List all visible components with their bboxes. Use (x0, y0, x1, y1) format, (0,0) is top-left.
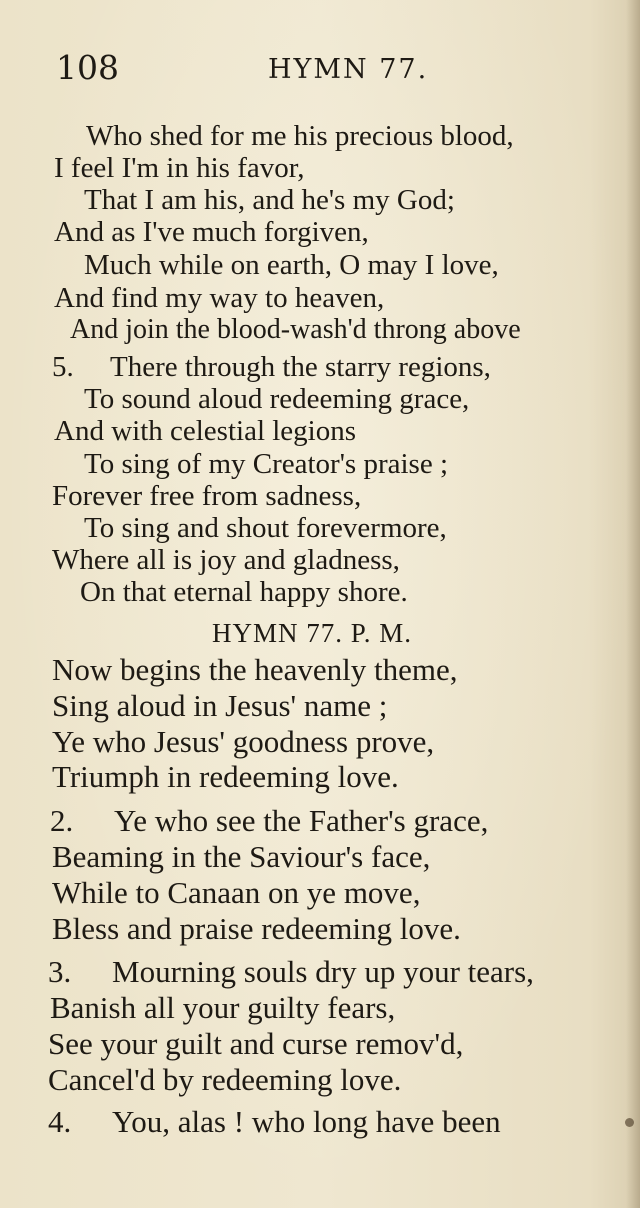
verse-line: And as I've much forgiven, (54, 216, 369, 248)
verse-line: There through the starry regions, (110, 351, 491, 383)
page-edge-shadow (626, 0, 640, 1208)
verse-line: Ye who see the Father's grace, (114, 803, 489, 838)
verse-line: And find my way to heaven, (54, 282, 385, 314)
verse-line: I feel I'm in his favor, (54, 152, 305, 184)
verse-line: That I am his, and he's my God; (84, 184, 455, 216)
verse-line: Ye who Jesus' goodness prove, (52, 724, 435, 759)
verse-line: Bless and praise redeeming love. (52, 911, 461, 946)
verse-line: Much while on earth, O may I love, (84, 249, 499, 281)
verse-line: See your guilt and curse remov'd, (48, 1026, 464, 1061)
verse-line: Triumph in redeeming love. (52, 759, 399, 794)
verse-number: 2. (50, 803, 74, 838)
verse-line: Forever free from sadness, (52, 480, 362, 512)
verse-line: Mourning souls dry up your tears, (112, 954, 534, 989)
page-number: 108 (56, 48, 119, 87)
verse-line: Beaming in the Saviour's face, (52, 839, 431, 874)
page-header (0, 48, 640, 88)
verse-line: To sound aloud redeeming grace, (84, 383, 470, 415)
verse-line: And with celestial legions (54, 415, 357, 447)
verse-number: 3. (48, 954, 72, 989)
running-head: HYMN 77. (268, 54, 429, 85)
verse-number: 5. (52, 351, 74, 383)
hymn-title: HYMN 77. P. M. (212, 618, 413, 648)
verse-line: And join the blood-wash'd throng above (70, 314, 521, 345)
verse-line: Sing aloud in Jesus' name ; (52, 688, 388, 723)
verse-line: On that eternal happy shore. (80, 576, 408, 608)
verse-line: To sing and shout forevermore, (84, 512, 447, 544)
verse-number: 4. (48, 1104, 72, 1139)
verse-line: To sing of my Creator's praise ; (84, 448, 449, 480)
verse-line: Banish all your guilty fears, (50, 990, 396, 1025)
ink-spot (625, 1118, 634, 1127)
verse-line: You, alas ! who long have been (112, 1104, 501, 1139)
verse-line: Now begins the heavenly theme, (52, 652, 458, 687)
verse-line: Where all is joy and gladness, (52, 544, 400, 576)
verse-line: While to Canaan on ye move, (52, 875, 421, 910)
verse-line: Who shed for me his precious blood, (86, 120, 514, 152)
verse-line: Cancel'd by redeeming love. (48, 1062, 402, 1097)
